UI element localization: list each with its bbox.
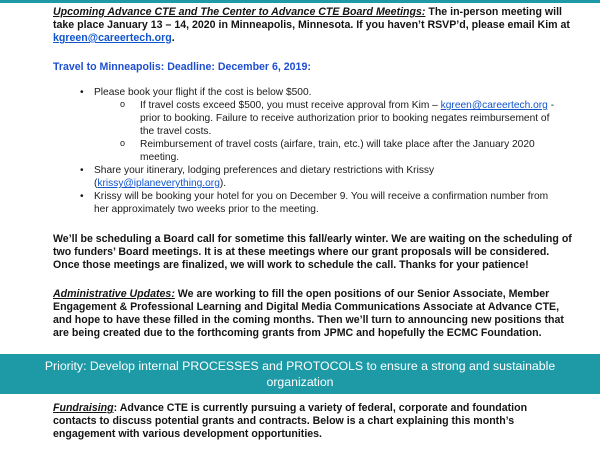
priority-line-1: Priority: Develop internal PROCESSES and PROTOCOLS to ensure a strong and sustainable xyxy=(44,359,556,373)
list-item: • Share your itinerary, lodging preferences and dietary restrictions with Krissy (krissy@iplaneverything.org). xyxy=(80,164,560,190)
list-item: • Please book your flight if the cost is below $500. o If travel costs exceed $500, you must receive approval from Kim – kgreen@careertech.org - prior to booking. Failure to receive authorization prior to booking negates reimbursement of the travel costs. o Reimbursement of travel costs (airfare, train, etc.) will take place after the January 2020 meeting. xyxy=(80,86,560,164)
list-item: o Reimbursement of travel costs (airfare, train, etc.) will take place after the January 2020 meeting. xyxy=(120,138,560,164)
fundraising-paragraph: Fundraising: Advance CTE is currently pursuing a variety of federal, corporate and foundation contacts to discuss potential grants and contracts. Below is a chart explaining this month’s engagement with various development opportunities. xyxy=(53,402,528,440)
kim-approval-email-link[interactable]: kgreen@careertech.org xyxy=(440,100,548,111)
list-item: • Krissy will be booking your hotel for you on December 9. You will receive a confirmation number from her approximately two weeks prior to the meeting. xyxy=(80,190,560,216)
administrative-updates-title: Administrative Updates: xyxy=(53,288,175,300)
board-meetings-title: Upcoming Advance CTE and The Center to Advance CTE Board Meetings: xyxy=(53,6,426,18)
priority-line-2: organization xyxy=(266,375,334,389)
travel-heading: Travel to Minneapolis: Deadline: December 6, 2019: xyxy=(53,61,311,73)
board-call-paragraph: We’ll be scheduling a Board call for sometime this fall/early winter. We are waiting on the scheduling of two funders’ Board meetings. It is at these meetings where our grant proposals will be considered. Once those meetings are finalized, we will work to schedule the call. Thanks for your patience! xyxy=(53,233,572,271)
travel-sublist xyxy=(120,99,560,164)
top-accent-rule xyxy=(0,0,600,3)
board-meetings-text: The in-person meeting will take place January 13 – 14, 2020 in Minneapolis, Minnesota. If you haven’t RSVP’d, please email Kim at xyxy=(53,6,570,31)
fundraising-title: Fundraising xyxy=(53,402,114,414)
priority-banner xyxy=(0,354,600,394)
board-meetings-paragraph: Upcoming Advance CTE and The Center to Advance CTE Board Meetings: The in-person meeting will take place January 13 – 14, 2020 in Minneapolis, Minnesota. If you haven’t RSVP’d, please email Kim at kgreen@careertech.org. xyxy=(53,6,570,44)
travel-list xyxy=(80,86,560,216)
list-item: o If travel costs exceed $500, you must receive approval from Kim – kgreen@careertech.org - prior to booking. Failure to receive authorization prior to booking negates reimbursement of the travel costs. xyxy=(120,99,560,138)
krissy-email-link[interactable]: krissy@iplaneverything.org xyxy=(97,178,220,189)
kim-email-link[interactable]: kgreen@careertech.org xyxy=(53,32,172,44)
administrative-updates-paragraph: Administrative Updates: We are working to fill the open positions of our Senior Associate, Member Engagement & Professional Learning and Digital Media Communications Associate at Advance CTE, and hope to have these filled in the coming months. Then we’ll turn to announcing new positions that are being created due to the forthcoming grants from JPMC and hopefully the ECMC Foundation. xyxy=(53,288,564,339)
